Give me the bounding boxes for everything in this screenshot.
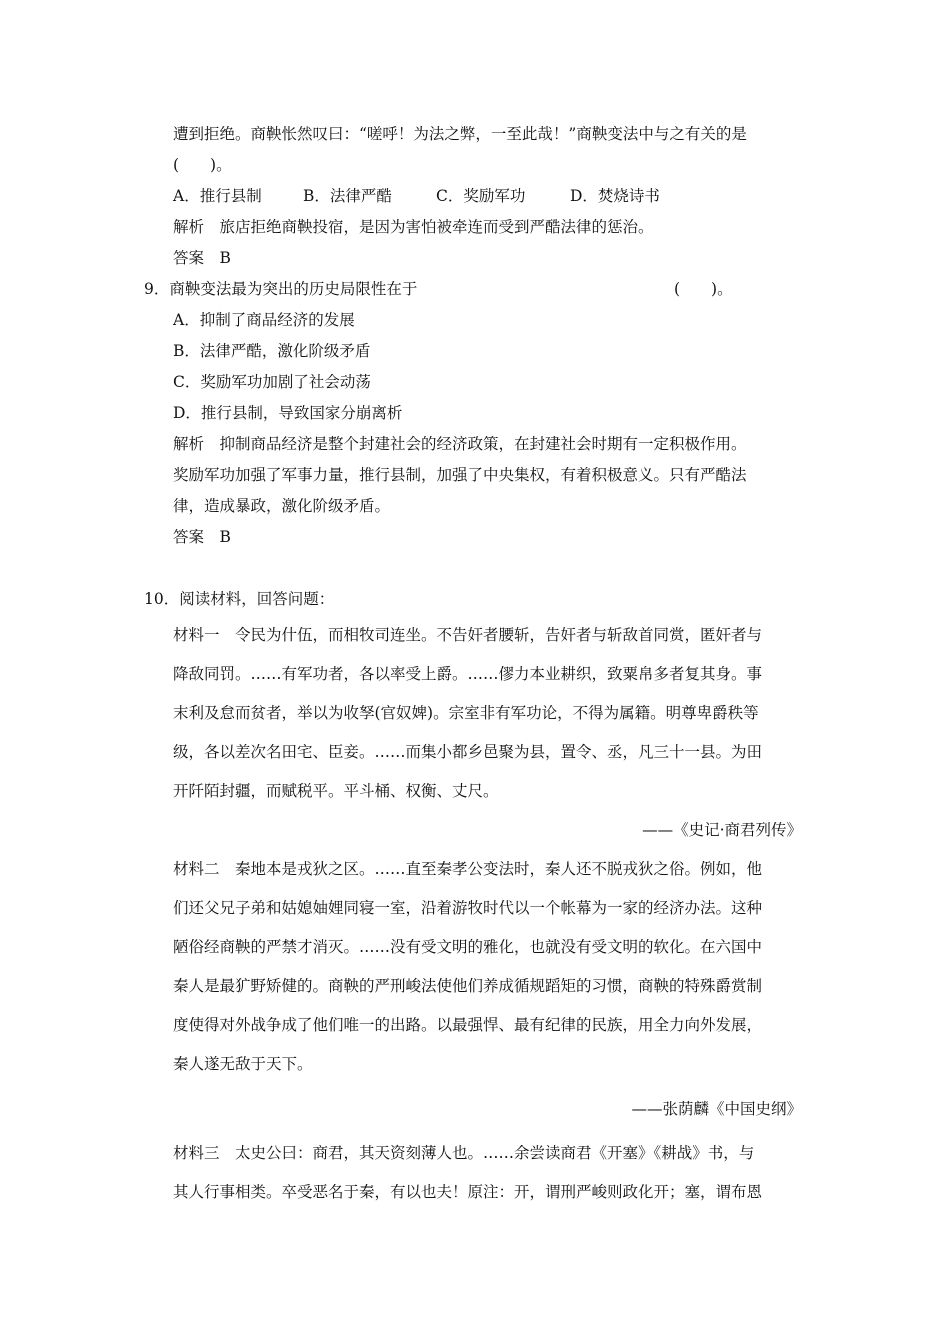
q9-option-c: C．奖励军功加剧了社会动荡 <box>173 373 371 391</box>
q9-analysis-line: 奖励军功加强了军事力量，推行县制，加强了中央集权，有着积极意义。只有严酷法 <box>173 466 747 484</box>
material1-line: 级，各以差次名田宅、臣妾。……而集小都乡邑聚为县，置令、丞，凡三十一县。为田 <box>173 743 763 761</box>
material1-line: 材料一 令民为什伍，而相牧司连坐。不告奸者腰斩，告奸者与斩敌首同赏，匿奸者与 <box>173 626 763 644</box>
material1-line: 末利及怠而贫者，举以为收孥(官奴婢)。宗室非有军功论，不得为属籍。明尊卑爵秩等 <box>173 704 759 722</box>
material1-line: 开阡陌封疆，而赋税平。平斗桶、权衡、丈尺。 <box>173 782 499 800</box>
q9-analysis-line: 律，造成暴政，激化阶级矛盾。 <box>173 497 391 515</box>
q8-option-d: D．焚烧诗书 <box>570 187 660 205</box>
material2-line: 们还父兄子弟和姑媳妯娌同寝一室，沿着游牧时代以一个帐幕为一家的经济办法。这种 <box>173 899 763 917</box>
q8-option-c: C．奖励军功 <box>436 187 526 205</box>
q8-answer: 答案 B <box>173 249 231 267</box>
q9-option-a: A．抑制了商品经济的发展 <box>173 311 355 329</box>
material2-line: 材料二 秦地本是戎狄之区。……直至秦孝公变法时，秦人还不脱戎狄之俗。例如，他 <box>173 860 763 878</box>
q9-option-b: B．法律严酷，激化阶级矛盾 <box>173 342 371 360</box>
q9-stem: 9．商鞅变法最为突出的历史局限性在于 <box>144 280 418 298</box>
material2-line: 陋俗经商鞅的严禁才消灭。……没有受文明的雅化，也就没有受文明的软化。在六国中 <box>173 938 763 956</box>
q9-answer-bracket: ( )。 <box>674 280 733 298</box>
material3-line: 其人行事相类。卒受恶名于秦，有以也夫！原注：开，谓刑严峻则政化开；塞，谓布恩 <box>173 1183 763 1201</box>
material3-line: 材料三 太史公曰：商君，其天资刻薄人也。……余尝读商君《开塞》《耕战》书，与 <box>173 1144 755 1162</box>
q8-options <box>173 186 660 206</box>
material2-line: 秦人是最犷野矫健的。商鞅的严刑峻法使他们养成循规蹈矩的习惯，商鞅的特殊爵赏制 <box>173 977 763 995</box>
q9-analysis-line: 解析 抑制商品经济是整个封建社会的经济政策，在封建社会时期有一定积极作用。 <box>173 435 747 453</box>
q9-answer: 答案 B <box>173 528 231 546</box>
material1-source: ——《史记·商君列传》 <box>642 821 802 839</box>
q8-answer-bracket: ( )。 <box>173 156 232 174</box>
q8-option-b: B．法律严酷 <box>303 187 392 205</box>
q9-option-d: D．推行县制，导致国家分崩离析 <box>173 404 403 422</box>
material1-line: 降敌同罚。……有军功者，各以率受上爵。……僇力本业耕织，致粟帛多者复其身。事 <box>173 665 763 683</box>
material2-line: 度使得对外战争成了他们唯一的出路。以最强悍、最有纪律的民族，用全力向外发展， <box>173 1016 763 1034</box>
material2-line: 秦人遂无敌于天下。 <box>173 1055 313 1073</box>
q8-analysis: 解析 旅店拒绝商鞅投宿，是因为害怕被牵连而受到严酷法律的惩治。 <box>173 218 654 236</box>
material2-source: ——张荫麟《中国史纲》 <box>631 1100 802 1118</box>
q8-stem-line-1: 遭到拒绝。商鞅怅然叹曰：“嗟呼！为法之弊，一至此哉！”商鞅变法中与之有关的是 <box>173 125 747 143</box>
q10-stem: 10．阅读材料，回答问题： <box>144 590 335 608</box>
q8-option-a: A．推行县制 <box>173 187 262 205</box>
